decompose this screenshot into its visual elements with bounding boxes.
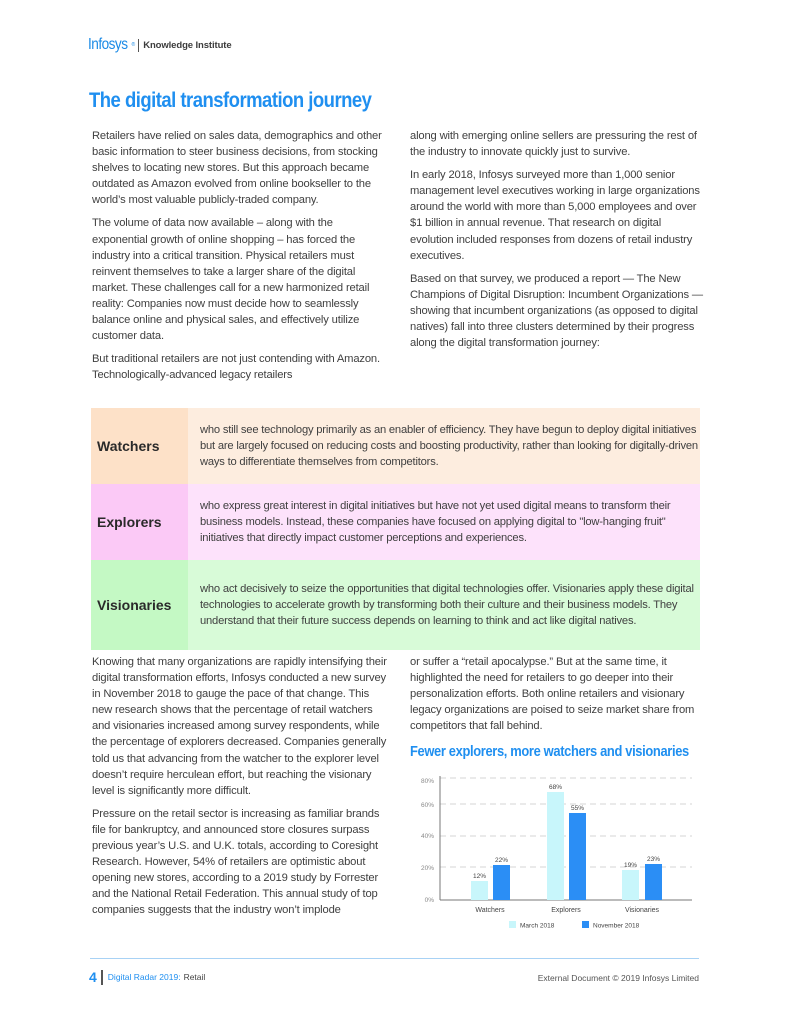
legend-label: March 2018: [520, 922, 555, 930]
logo-subtitle: Knowledge Institute: [143, 39, 232, 51]
bar-chart: [410, 770, 700, 940]
bar-visionaries-march: [622, 870, 639, 900]
publication-name: Digital Radar 2019:: [107, 972, 181, 982]
value-label: 55%: [570, 805, 585, 812]
paragraph: Pressure on the retail sector is increasing as familiar brands file for bankruptcy, and announced store closures surpass previous year’s U.S. and U.K. totals, according to Coresight Research. However, 54% of retailers are optimistic about opening new stores, according to a 2019 study by Forrester and the National Retail Federation. This annual study of top companies suggests that the industry won’t implode: [92, 807, 380, 917]
paragraph: or suffer a “retail apocalypse.” But at the same time, it highlighted the need for retailers to go deeper into their personalization efforts. Both online retailers and visionary legacy organizations are poised to seize market share from competitors that fall behind.: [410, 656, 695, 733]
cluster-description: who still see technology primarily as an enabler of efficiency. They have begun to deploy digital initiatives but are largely focused on reducing costs and boosting productivity, rather than looking for digitally-driven ways to differentiate themselves from competitors.: [200, 423, 698, 469]
cluster-name: Watchers: [91, 408, 188, 484]
footer-bar: [101, 970, 103, 985]
footer-left: [89, 969, 205, 985]
bar-explorers-march: [547, 792, 564, 900]
publication-section: Retail: [183, 972, 206, 982]
intro-column-1: [92, 128, 388, 390]
chart-legend: [509, 921, 640, 930]
paragraph: The volume of data now available – along with the exponential growth of online shopping – has forced the industry into a critical transition. Physical retailers must reinvent themselves to take a larger share of the digital market. These challenges call for a new harmonized retail reality: Companies now must decide how to seamlessly balance online and physical sales, and effectively utilize customer data.: [92, 217, 370, 343]
x-category-label: Watchers: [475, 907, 505, 914]
cluster-description: who act decisively to seize the opportunities that digital technologies offer. Visionaries apply these digital technologies to accelerate growth by transforming both their culture and their business models. They understand that their future success depends on learning to think and act like digital natives.: [200, 582, 694, 628]
cluster-explorers: [91, 484, 700, 560]
gridlines: [440, 778, 692, 867]
paragraph: along with emerging online sellers are pressuring the rest of the industry to innovate quickly just to survive.: [410, 130, 697, 159]
value-label: 19%: [623, 862, 638, 869]
legend-swatch-march: [509, 921, 516, 928]
legend-label: November 2018: [593, 922, 640, 930]
paragraph: Knowing that many organizations are rapidly intensifying their digital transformation efforts, Infosys conducted a new survey in November 2018 to gauge the pace of that change. This new research shows that the percentage of retail watchers and visionaries increased among survey respondents, while the percentage of explorers decreased. Companies generally told us that advancing from the watcher to the explorer level doesn’t require herculean effort, but reaching the visionary level is significantly more difficult.: [92, 656, 387, 797]
y-tick: 40%: [420, 833, 434, 840]
body-column-2: [410, 654, 706, 741]
page-title: The digital transformation journey: [89, 88, 372, 112]
intro-column-2: [410, 128, 706, 358]
logo-brand: Infosys: [88, 36, 128, 53]
legend-swatch-november: [582, 921, 589, 928]
paragraph: Based on that survey, we produced a report — The New Champions of Digital Disruption: Incumbent Organizations — showing that incumbent organizations (as opposed to digital natives) fall into three clusters determined by their progress along the digital transformation journey:: [410, 272, 703, 350]
y-axis: [421, 778, 434, 904]
page-number: 4: [89, 969, 97, 985]
body-column-1: [92, 654, 388, 926]
cluster-watchers: [91, 408, 700, 484]
cluster-name: Explorers: [91, 484, 188, 560]
y-tick: 0%: [424, 897, 434, 904]
bar-watchers-november: [493, 865, 510, 900]
bar-visionaries-november: [645, 864, 662, 900]
y-tick: 60%: [420, 802, 434, 809]
cluster-description: who express great interest in digital initiatives but have not yet used digital means to transform their business models. Instead, these companies have focused on applying digital to "low-hanging fruit" initiatives that directly impact customer perceptions and experiences.: [200, 499, 671, 545]
x-category-label: Visionaries: [624, 907, 660, 914]
paragraph: Retailers have relied on sales data, demographics and other basic information to steer business decisions, from stocking shelves to locating new stores. But this approach became outdated as Amazon evolved from online bookseller to the world’s most valuable publicly-traded company.: [92, 130, 382, 207]
copyright-notice: External Document © 2019 Infosys Limited: [537, 973, 699, 983]
cluster-visionaries: [91, 560, 700, 650]
cluster-table: [91, 408, 700, 650]
y-tick: 80%: [420, 778, 434, 785]
chart-title: Fewer explorers, more watchers and visionaries: [410, 743, 689, 760]
infosys-logo: [88, 36, 232, 54]
y-tick: 20%: [420, 865, 434, 872]
value-label: 68%: [548, 784, 563, 791]
bar-watchers-march: [471, 881, 488, 900]
bar-explorers-november: [569, 813, 586, 900]
paragraph: But traditional retailers are not just contending with Amazon. Technologically-advanced legacy retailers: [92, 353, 380, 382]
logo-divider: [138, 39, 139, 52]
cluster-name: Visionaries: [91, 560, 188, 650]
x-category-label: Explorers: [551, 907, 581, 914]
registered-mark: ®: [131, 42, 136, 48]
x-axis-labels: [475, 907, 659, 914]
value-label: 12%: [472, 873, 487, 880]
value-label: 23%: [646, 856, 661, 863]
value-label: 22%: [494, 857, 509, 864]
footer-divider: [90, 958, 699, 959]
paragraph: In early 2018, Infosys surveyed more than 1,000 senior management level executives working in large organizations around the world with more than 5,000 employees and over $1 billion in annual revenue. That research on digital evolution included responses from dozens of retail industry executives.: [410, 169, 700, 262]
